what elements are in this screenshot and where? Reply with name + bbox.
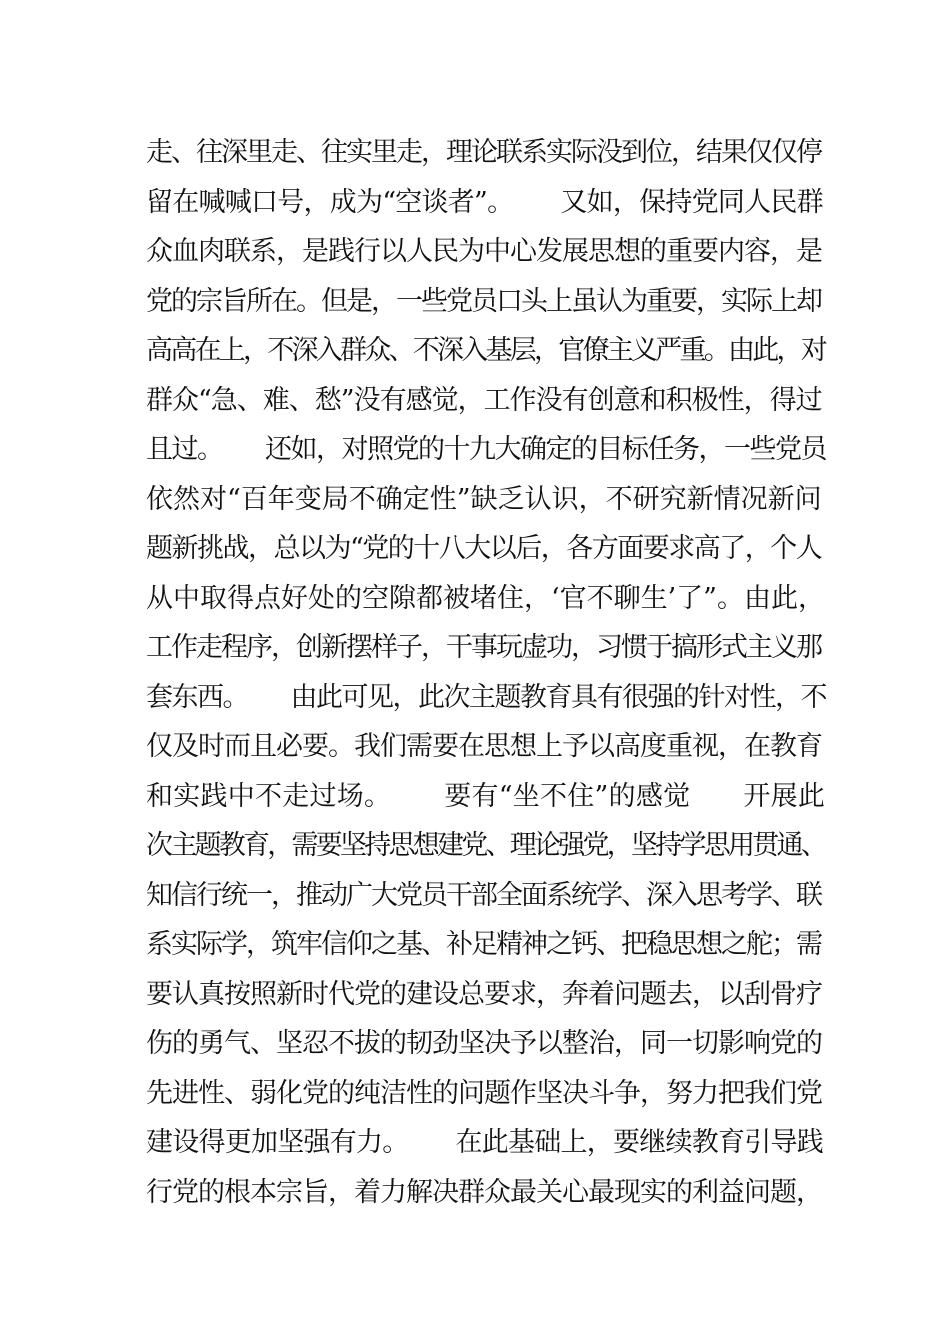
text-line: 伤的勇气、坚忍不拔的韧劲坚决予以整治，同一切影响党的	[146, 1028, 822, 1059]
text-line: 依然对“百年变局不确定性”缺乏认识，不研究新情况新问	[146, 483, 822, 515]
text-line: 要认真按照新时代党的建设总要求，奔着问题去，以刮骨疗	[146, 978, 822, 1010]
text-line: 和实践中不走过场。 要有“坐不住”的感觉 开展此	[146, 780, 826, 812]
text-line: 走、往深里走、往实里走，理论联系实际没到位，结果仅仅停	[146, 137, 821, 168]
text-line: 且过。 还如，对照党的十九大确定的目标任务，一些党员	[146, 434, 826, 465]
text-line: 仅及时而且必要。我们需要在思想上予以高度重视，在教育	[146, 731, 822, 762]
text-line: 从中取得点好处的空隙都被堵住，‘官不聊生’了”。由此，	[146, 582, 825, 614]
text-line: 系实际学，筑牢信仰之基、补足精神之钙、把稳思想之舵；需	[146, 929, 821, 960]
text-line: 知信行统一，推动广大党员干部全面系统学、深入思考学、联	[146, 879, 821, 911]
text-line: 题新挑战，总以为“党的十八大以后，各方面要求高了，个人	[146, 533, 822, 564]
text-line: 行党的根本宗旨，着力解决群众最关心最现实的利益问题，	[146, 1176, 822, 1208]
text-line: 先进性、弱化党的纯洁性的问题作坚决斗争，努力把我们党	[146, 1077, 822, 1109]
text-line: 套东西。 由此可见，此次主题教育具有很强的针对性，不	[146, 681, 826, 713]
text-line: 留在喊喊口号，成为“空谈者”。 又如，保持党同人民群	[146, 186, 823, 218]
text-line: 工作走程序，创新摆样子，干事玩虚功，习惯于搞形式主义那	[146, 632, 821, 663]
text-line: 高高在上，不深入群众、不深入基层，官僚主义严重。由此，对	[146, 335, 825, 366]
text-line: 建设得更加坚强有力。 在此基础上，要继续教育引导践	[146, 1127, 823, 1158]
body-text	[146, 128, 826, 1217]
text-line: 众血肉联系，是践行以人民为中心发展思想的重要内容，是	[146, 236, 822, 267]
text-line: 党的宗旨所在。但是，一些党员口头上虽认为重要，实际上却	[146, 285, 821, 317]
text-line: 次主题教育，需要坚持思想建党、理论强党，坚持学思用贯通、	[146, 830, 825, 861]
text-line: 群众“急、难、愁”没有感觉，工作没有创意和积极性，得过	[146, 384, 822, 416]
